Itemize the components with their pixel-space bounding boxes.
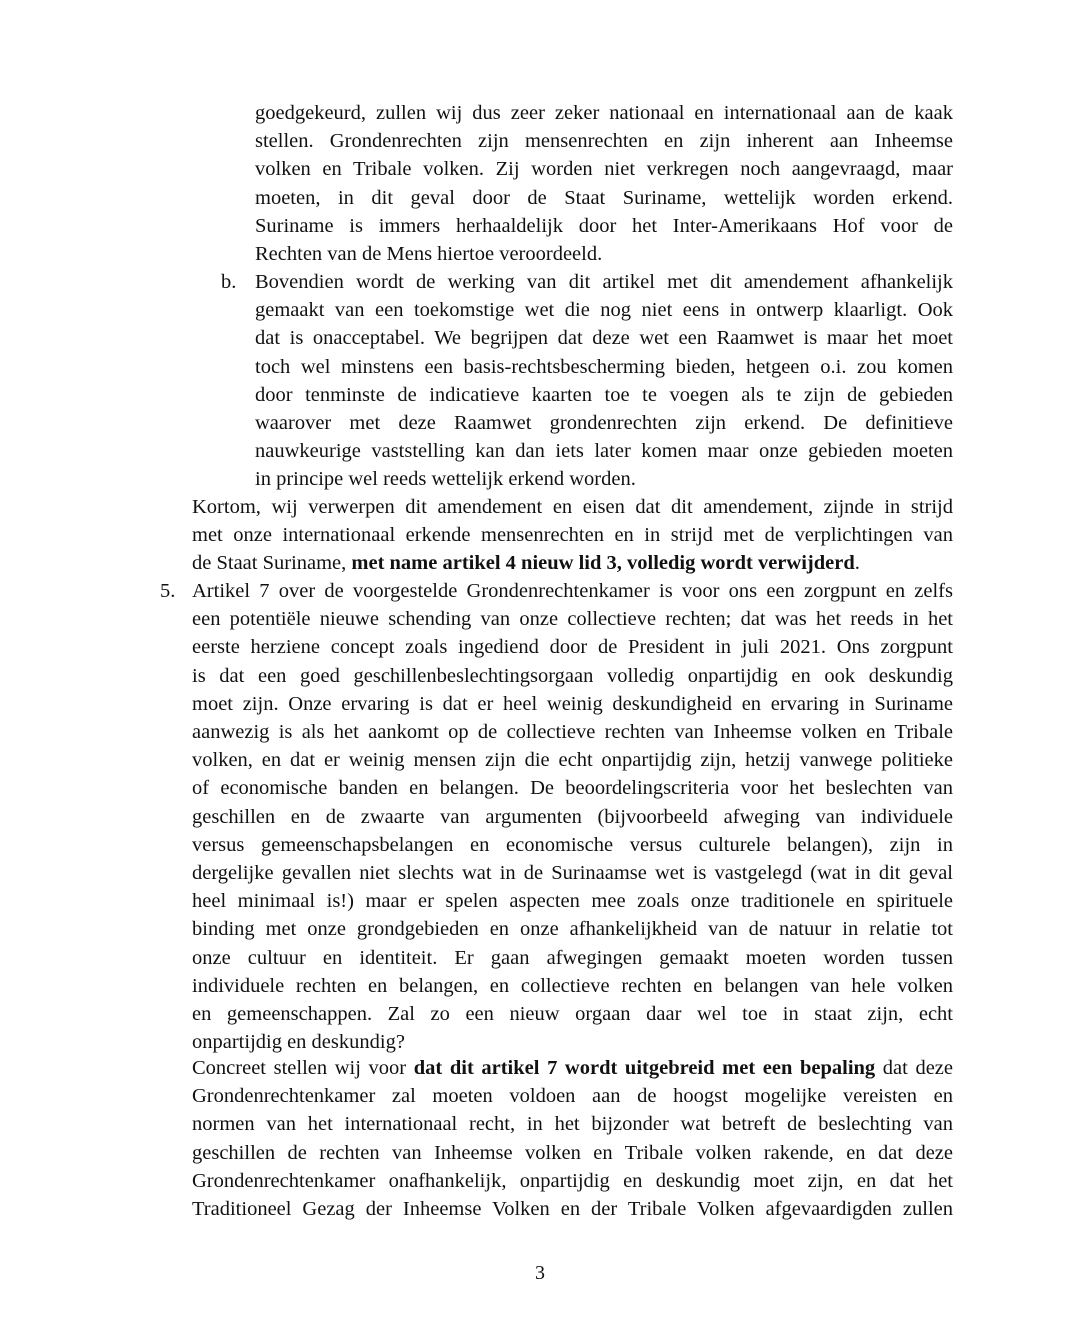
text-line: geschillen de rechten van Inheemse volken en Tribale volken rakende, en dat deze	[192, 1141, 953, 1164]
text-line: binding met onze grondgebieden en onze afhankelijkheid van de natuur in relatie tot	[192, 918, 953, 941]
list-marker-5: 5.	[160, 580, 176, 602]
text-line: onze cultuur en identiteit. Er gaan afwegingen gemaakt moeten worden tussen	[192, 946, 953, 969]
kortom-paragraph	[192, 493, 953, 578]
text-line: door tenminste de indicatieve kaarten toe te voegen als te zijn de gebieden	[255, 383, 953, 406]
text-line: moeten, in dit geval door de Staat Suriname, wettelijk worden erkend.	[255, 186, 953, 209]
text-line	[192, 1054, 953, 1082]
text-line: geschillen en de zwaarte van argumenten (bijvoorbeeld afweging van individuele	[192, 805, 953, 828]
text-run: Concreet stellen wij voor	[192, 1057, 414, 1079]
text-line: dat is onacceptabel. We begrijpen dat deze wet een Raamwet is maar het moet	[255, 327, 953, 350]
text-line: individuele rechten en belangen, en collectieve rechten en belangen van hele volken	[192, 974, 953, 997]
list-marker-b: b.	[221, 271, 237, 293]
text-line: Rechten van de Mens hiertoe veroordeeld.	[255, 243, 603, 266]
bold-demand: met name artikel 4 nieuw lid 3, volledig wordt verwijderd	[351, 552, 855, 575]
text-line: Traditioneel Gezag der Inheemse Volken en der Tribale Volken afgevaardigden zullen	[192, 1198, 953, 1221]
text-run: de Staat Suriname,	[192, 552, 352, 575]
text-line: in principe wel reeds wettelijk erkend worden.	[255, 468, 636, 491]
bold-proposal: dat dit artikel 7 wordt uitgebreid met een bepaling	[413, 1057, 876, 1079]
text-line: Artikel 7 over de voorgestelde Grondenrechtenkamer is voor ons een zorgpunt en zelfs	[192, 580, 953, 602]
text-line: een potentiële nieuwe schending van onze collectieve rechten; dat was het reeds in het	[192, 608, 953, 631]
text-line: aanwezig is als het aankomt op de collectieve rechten van Inheemse volken en Tribale	[192, 721, 953, 744]
text-line: moet zijn. Onze ervaring is dat er heel weinig deskundigheid en ervaring in Suriname	[192, 692, 953, 715]
text-line: Kortom, wij verwerpen dit amendement en eisen dat dit amendement, zijnde in strijd	[192, 496, 953, 518]
text-line: of economische banden en belangen. De beoordelingscriteria voor het beslechten van	[192, 777, 953, 800]
section-b	[255, 268, 953, 494]
text-line: is dat een goed geschillenbeslechtingsorgaan volledig onpartijdig en ook deskundig	[192, 664, 953, 687]
text-line: met onze internationaal erkende mensenrechten en in strijd met de verplichtingen van	[192, 524, 953, 547]
text-line: normen van het internationaal recht, in het bijzonder wat betreft de beslechting van	[192, 1113, 953, 1136]
text-line: Bovendien wordt de werking van dit artikel met dit amendement afhankelijk	[255, 271, 953, 293]
text-line: dergelijke gevallen niet slechts wat in de Surinaamse wet is vastgelegd (wat in dit geval	[192, 862, 953, 885]
text-line: toch wel minstens een basis-rechtsbescherming bieden, hetgeen o.i. zou komen	[255, 355, 953, 378]
text-line: goedgekeurd, zullen wij dus zeer zeker nationaal en internationaal aan de kaak	[255, 102, 953, 124]
text-line: Suriname is immers herhaaldelijk door het Inter-Amerikaans Hof voor de	[255, 214, 953, 237]
text-line: volken, en dat er weinig mensen zijn die echt onpartijdig zijn, hetzij vanwege politieke	[192, 749, 953, 772]
concreet-paragraph	[192, 1054, 953, 1223]
text-line	[192, 549, 953, 577]
text-line: volken en Tribale volken. Zij worden niet verkregen noch aangevraagd, maar	[255, 158, 953, 181]
text-run: dat deze	[875, 1057, 953, 1079]
text-line: en gemeenschappen. Zal zo een nieuw orgaan daar wel toe in staat zijn, echt	[192, 1003, 953, 1026]
text-line: versus gemeenschapsbelangen en economische versus culturele belangen), zijn in	[192, 833, 953, 856]
text-line: eerste herziene concept zoals ingediend door de President in juli 2021. Ons zorgpunt	[192, 636, 953, 659]
text-line: Grondenrechtenkamer onafhankelijk, onpartijdig en deskundig moet zijn, en dat het	[192, 1169, 953, 1192]
page-number: 3	[535, 1262, 545, 1284]
text-line: onpartijdig en deskundig?	[192, 1031, 405, 1054]
text-line: Grondenrechtenkamer zal moeten voldoen aan de hoogst mogelijke vereisten en	[192, 1085, 953, 1108]
text-line: gemaakt van een toekomstige wet die nog niet eens in ontwerp klaarligt. Ook	[255, 299, 953, 322]
text-line: waarover met deze Raamwet grondenrechten zijn erkend. De definitieve	[255, 412, 953, 435]
text-line: heel minimaal is!) maar er spelen aspecten mee zoals onze traditionele en spirituele	[192, 890, 953, 913]
text-line: stellen. Grondenrechten zijn mensenrechten en zijn inherent aan Inheemse	[255, 130, 953, 153]
item-5-paragraph	[192, 577, 953, 1056]
section-a-continued	[255, 99, 953, 268]
text-line: nauwkeurige vaststelling kan dan iets later komen maar onze gebieden moeten	[255, 440, 953, 463]
text-run: .	[854, 552, 860, 575]
